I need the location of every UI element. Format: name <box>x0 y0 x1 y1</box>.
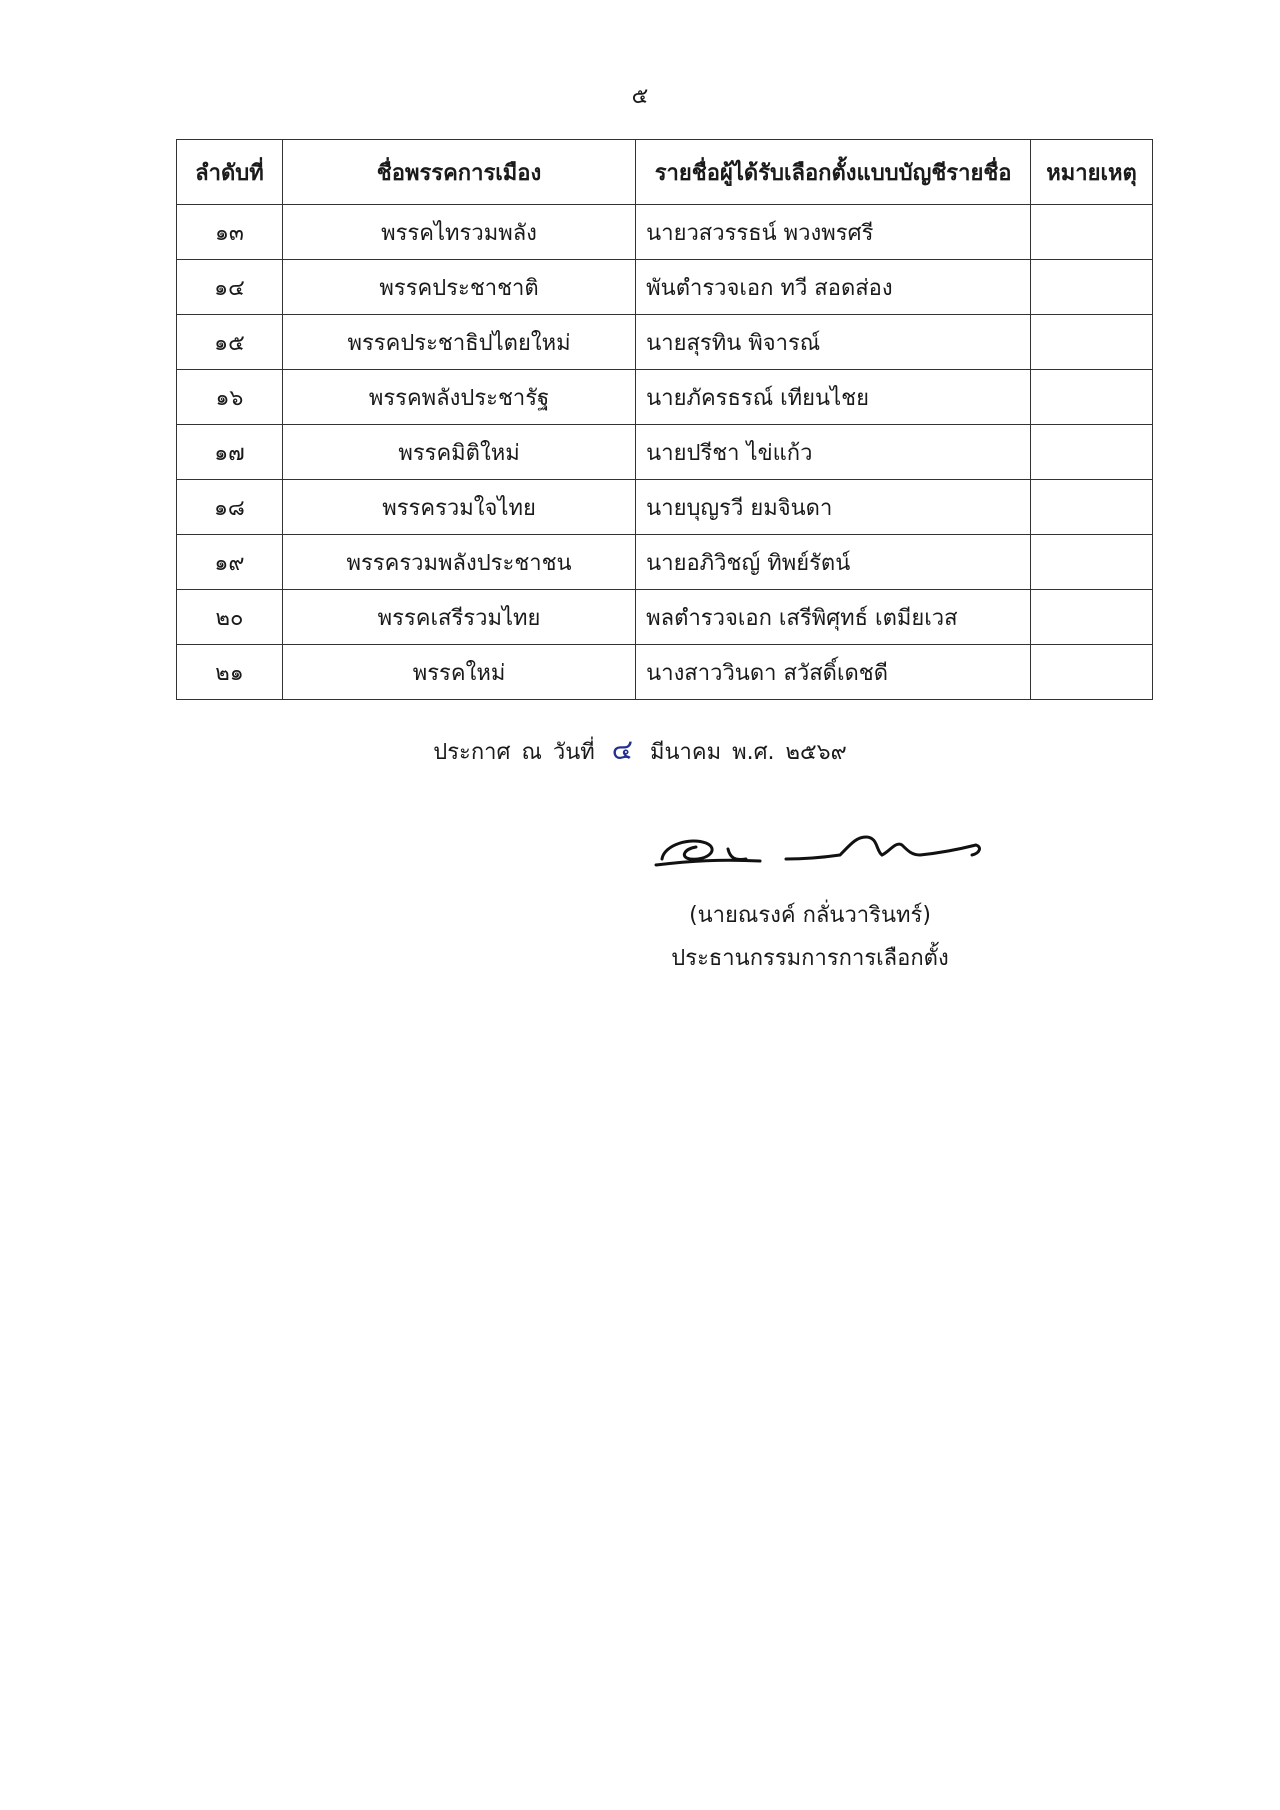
candidate-name: พันตำรวจเอก ทวี สอดส่อง <box>636 260 1031 315</box>
signer-name: (นายณรงค์ กลั่นวารินทร์) <box>689 903 931 928</box>
remarks <box>1031 590 1153 645</box>
table-row <box>177 645 1153 700</box>
handwritten-signature <box>650 815 990 875</box>
remarks <box>1031 425 1153 480</box>
announcement-day: ๔ <box>611 733 633 766</box>
table-row <box>177 260 1153 315</box>
party-name: พรรครวมพลังประชาชน <box>282 535 635 590</box>
order-no: ๑๗ <box>177 425 283 480</box>
table-row <box>177 205 1153 260</box>
remarks <box>1031 205 1153 260</box>
party-name: พรรคเสรีรวมไทย <box>282 590 635 645</box>
header-order-no: ลำดับที่ <box>177 140 283 205</box>
remarks <box>1031 535 1153 590</box>
order-no: ๒๐ <box>177 590 283 645</box>
remarks <box>1031 370 1153 425</box>
table-row <box>177 315 1153 370</box>
order-no: ๑๕ <box>177 315 283 370</box>
order-no: ๒๑ <box>177 645 283 700</box>
party-name: พรรคพลังประชารัฐ <box>282 370 635 425</box>
remarks <box>1031 645 1153 700</box>
order-no: ๑๔ <box>177 260 283 315</box>
party-name: พรรคประชาชาติ <box>282 260 635 315</box>
candidate-name: นายบุญรวี ยมจินดา <box>636 480 1031 535</box>
table-row <box>177 425 1153 480</box>
candidate-name: นายวสวรรธน์ พวงพรศรี <box>636 205 1031 260</box>
page-number: ๕ <box>631 84 649 109</box>
table-row <box>177 535 1153 590</box>
announcement-prefix: ประกาศ ณ วันที่ <box>433 740 595 765</box>
table-header-row <box>177 140 1153 205</box>
header-remarks: หมายเหตุ <box>1031 140 1153 205</box>
table-row <box>177 480 1153 535</box>
candidate-name: นายอภิวิชญ์ ทิพย์รัตน์ <box>636 535 1031 590</box>
announcement-suffix: มีนาคม พ.ศ. ๒๕๖๙ <box>649 740 847 765</box>
order-no: ๑๓ <box>177 205 283 260</box>
party-name: พรรครวมใจไทย <box>282 480 635 535</box>
table-row <box>177 590 1153 645</box>
announcement-date-line <box>0 728 1280 772</box>
candidate-name: นายสุรทิน พิจารณ์ <box>636 315 1031 370</box>
party-name: พรรคมิติใหม่ <box>282 425 635 480</box>
candidate-name: นางสาววินดา สวัสดิ์เดชดี <box>636 645 1031 700</box>
order-no: ๑๙ <box>177 535 283 590</box>
candidate-name: นายปรีชา ไข่แก้ว <box>636 425 1031 480</box>
candidate-name: นายภัครธรณ์ เทียนไชย <box>636 370 1031 425</box>
party-name: พรรคใหม่ <box>282 645 635 700</box>
remarks <box>1031 315 1153 370</box>
header-party-name: ชื่อพรรคการเมือง <box>282 140 635 205</box>
header-candidate-name: รายชื่อผู้ได้รับเลือกตั้งแบบบัญชีรายชื่อ <box>636 140 1031 205</box>
signer-title: ประธานกรรมการการเลือกตั้ง <box>671 946 949 971</box>
candidate-name: พลตำรวจเอก เสรีพิศุทธ์ เตมียเวส <box>636 590 1031 645</box>
remarks <box>1031 480 1153 535</box>
party-name: พรรคประชาธิปไตยใหม่ <box>282 315 635 370</box>
order-no: ๑๖ <box>177 370 283 425</box>
remarks <box>1031 260 1153 315</box>
order-no: ๑๘ <box>177 480 283 535</box>
party-name: พรรคไทรวมพลัง <box>282 205 635 260</box>
table-row <box>177 370 1153 425</box>
results-table <box>176 139 1153 700</box>
